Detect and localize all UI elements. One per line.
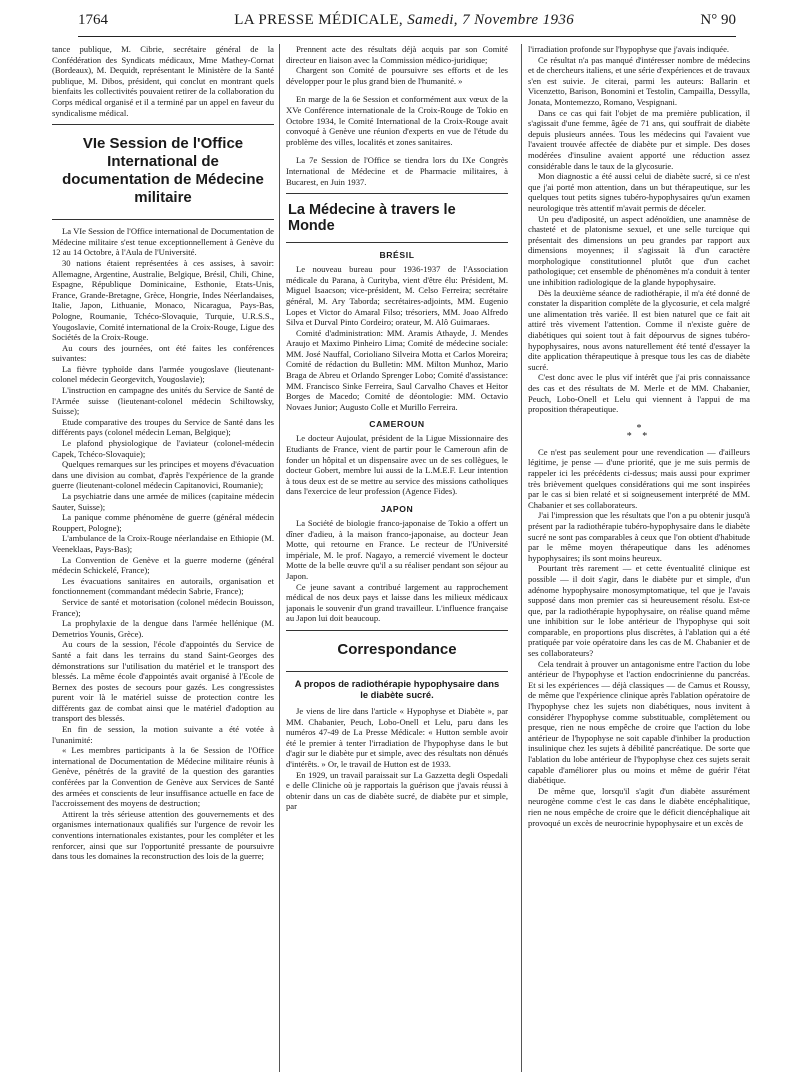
paragraph: En fin de session, la motion suivante a été votée à l'unanimité:	[52, 724, 274, 745]
paragraph: Le docteur Aujoulat, président de la Ligue Missionnaire des Etudiants de France, vient de partir pour le Cameroun afin de fonder un hôpital et un dispensaire avec un de ses collègues, le docteur Gobert, membre lui aussi de la L.M.E.F. Leur intention à tous deux est de se mettre au service des missions catholiques dans l'exercice de leur profession (Agence Fides).	[286, 433, 508, 497]
subheading-japon: JAPON	[380, 504, 414, 514]
column-divider	[279, 44, 280, 1072]
paragraph: En 1929, un travail paraissait sur La Gazzetta degli Ospedali e delle Cliniche où je rapportais la guérison que j'avais réussi à obtenir dans un cas de diabète sucré, de diabète pur et simple, par	[286, 769, 508, 812]
asterisk-bottom: * *	[626, 430, 652, 442]
list-item: L'instruction en campagne des unités du Service de Santé de l'Armée suisse (lieutenant-colonel médecin Schiltowsky, Suisse);	[52, 385, 274, 417]
paragraph: Chargent son Comité de poursuivre ses efforts et de les développer pour le plus grand bien de l'humanité. »	[286, 65, 508, 86]
paragraph: tance publique, M. Cibrie, secrétaire général de la Confédération des Syndicats médicaux, Mme Mathey-Cornat (Bordeaux), M. Dequidt, représentant le Ministère de la Santé publique, M. Dibos, président, qui conclut en montrant quels bienfaits les collectivités pouvaient retirer de la collaboration du Corps médical organisé et il a terminé par un appel en faveur du syndicalisme médical.	[52, 44, 274, 118]
column-1	[52, 44, 274, 1076]
section-rule	[286, 671, 508, 672]
paragraph: Prennent acte des résultats déjà acquis par son Comité directeur en liaison avec la Commission médico-juridique;	[286, 44, 508, 65]
section-rule	[286, 242, 508, 243]
list-item: La psychiatrie dans une armée de milices (capitaine médecin Sauter, Suisse);	[52, 491, 274, 512]
paragraph: Au cours de la session, l'école d'appointés du Service de Santé a fait dans les terrains du stand Saint-Georges des démonstrations sur l'utilisation du matériel et le transport des blessés. La même école d'appointés avait organisé à l'Ecole de Bernex des postes de secours pour gazés. Les congressistes purent voir là le matériel suisse de protection contre les différents gaz de combat ainsi que le matériel d'adoption au transport des blessés.	[52, 639, 274, 724]
list-item: La panique comme phénomène de guerre (général médecin Rouppert, Pologne);	[52, 512, 274, 533]
list-item: La Convention de Genève et la guerre moderne (général médecin Schickelé, France);	[52, 554, 274, 576]
section-title: Correspondance	[337, 640, 457, 658]
list-item: Le plafond physiologique de l'aviateur (colonel-médecin Capek, Tchéco-Slovaquie);	[52, 438, 274, 459]
paragraph: Au cours des journées, ont été faites les conférences suivantes:	[52, 342, 274, 364]
section-title: VIe Session de l'Office International de documentation de Médecine militaire	[62, 135, 264, 207]
paragraph: Un peu d'adiposité, un aspect adénoïdien, une anamnèse de chasteté et de platonisme sexuel, et une selle turcique qui présentait des dimensions un peu grandes par rapport aux dimensions moyennes; il s'agissait là d'un caractère morphologique constitutionnel plutôt que d'un cachet pathologique; cet ensemble de phénomènes m'a conduit à tenter une inhibition radiologique de la glande hypophysaire.	[528, 213, 750, 288]
paragraph: Je viens de lire dans l'article « Hypophyse et Diabète », par MM. Chabanier, Peuch, Lobo-Onell et Lelu, paru dans les numéros 47-49 de La Presse Médicale: « Hutton semble avoir été le premier à tenter l'irradiation de l'hypophyse dans le but d'agir sur le diabète pur et simple, avec des résultats non dénués d'intérêts. » Or, le travail de Hutton est de 1933.	[286, 705, 508, 769]
paragraph: Dans ce cas qui fait l'objet de ma première publication, il s'agissait d'une femme, âgée de 71 ans, qui souffrait de diabète depuis plusieurs années. Tous les médecins qui l'avaient vue l'avaient trouvée affectée de diabète pur et simple. Des doses modérées d'insuline avaient apporté une réduction assez considérable dans le taux de la glycosurie.	[528, 107, 750, 171]
page-header	[78, 12, 736, 38]
article-title: A propos de radiothérapie hypophysaire dans le diabète sucré.	[294, 677, 500, 700]
paragraph: Dès la deuxième séance de radiothérapie, il m'a été donné de constater la disparition complète de la glycosurie, et cela malgré une alimentation très variée. Il est bien naturel que ce fait ait attiré très vivement l'attention. Comme il n'existe guère de diabétiques qui soient tout à fait dépourvus de signes tubéro-hypophysaires, nous avons naturellement été tenté d'essayer la dite application thérapeutique à presque tous les cas de diabète sucré.	[528, 287, 750, 372]
subheading-cameroun: CAMEROUN	[369, 419, 425, 430]
asterisk-top: *	[636, 422, 642, 434]
paragraph: Pourtant très rarement — et cette éventualité clinique est possible — il doit s'agir, dans le diabète pur et simple, d'un adénome hypophysaire monosymptomatique, tel que je l'avais supposé dans mon premier cas si heureusement résolu. Est-ce que, par la radiothérapie hypophysaire, on réalise quand même une inhibition sur le lobe antérieur de l'hypophyse qui soit comparable, en proportions plus discrètes, à l'ablation qui a été pratiquée par voie opératoire dans les cas de M. Chabanier et de ses collaborateurs?	[528, 563, 750, 659]
paragraph: C'est donc avec le plus vif intérêt que j'ai pris connaissance des cas et des résultats de M. Merle et de MM. Chabanier, Peuch, Lobo-Onell et Lelu qui viennent à l'appui de ma proposition thérapeutique.	[528, 372, 750, 415]
paragraph: La 7e Session de l'Office se tiendra lors du IXe Congrès International de Médecine et de Pharmacie militaires, à Bucarest, en Juin 1937.	[286, 155, 508, 187]
section-separator	[528, 422, 750, 442]
paragraph: La Société de biologie franco-japonaise de Tokio a offert un dîner d'adieu, à la maison franco-japonaise, au docteur Jean Motte, qui retourne en France. Le recteur de l'Université impériale, M. le prof. Nagayo, a remercié vivement le docteur Motte de la belle œuvre qu'il a su réaliser pendant son séjour au Japon.	[286, 518, 508, 581]
column-3	[528, 44, 750, 1076]
list-item: L'ambulance de la Croix-Rouge néerlandaise en Ethiopie (M. Veeneklaas, Pays-Bas);	[52, 533, 274, 554]
section-rule	[52, 124, 274, 125]
paragraph: Mon diagnostic a été aussi celui de diabète sucré, si ce n'est que j'ai porté mon attention, dans un but thérapeutique, sur les quelques tout petits signes tubéro-hypophysaires qu'un examen neurologique très attentif m'avait permis de déceler.	[528, 171, 750, 213]
page-number: 1764	[78, 12, 108, 28]
column-divider	[521, 44, 522, 1072]
list-item: Les évacuations sanitaires en autorails, organisation et fonctionnement (commandant médecin Sabrie, France);	[52, 575, 274, 597]
issue-number: N° 90	[700, 12, 736, 28]
paragraph: Le nouveau bureau pour 1936-1937 de l'Association médicale du Parana, à Curityba, vient d'être élu: Président, M. Miguel Isaacson; vice-président, M. Celso Ferreira; secrétaire général, M. Ary Taborda; secrétaires-adjoints, MM. Eugenio Lopes et Victor do Amaral Filso; trésoriers, MM. Joao Alfredo Silva et Durval Pinto Cordeiro; orateur, M. Alô Guimaraes.	[286, 264, 508, 328]
list-item: Etude comparative des troupes du Service de Santé dans les différents pays (colonel médecin Leman, Belgique);	[52, 416, 274, 438]
list-item: Service de santé et motorisation (colonel médecin Bouisson, France);	[52, 596, 274, 618]
paragraph: « Les membres participants à la 6e Session de l'Office international de Documentation de Médecine militaire réunis à Genève, pénétrés de la gravité de la question des garanties conférées par la Convention de Genève aux Services de Santé des armées et conscients de leur insuffisance actuelle en face de l'accroissement des moyens de destruction;	[52, 745, 274, 809]
paragraph: De même que, lorsqu'il s'agit d'un diabète assurément neurogène comme c'est le cas dans le diabète encéphalitique, rien ne nous empêche de croire que le déficit diencéphalique ait provoqué un excès de neurocrinie hypophysaire et un excès de	[528, 785, 750, 828]
header-rule	[78, 36, 736, 37]
paragraph: Attirent la très sérieuse attention des gouvernements et des organismes internationaux qualifiés sur l'urgence de revoir les conventions internationales existantes, pour les compléter et les renforcer, ainsi que sur l'opportunité pressante de poursuivre dans tous les domaines la reconstruction des lois de la guerre;	[52, 808, 274, 862]
issue-date: Samedi, 7 Novembre 1936	[407, 12, 575, 28]
list-item: La prophylaxie de la dengue dans l'armée hellénique (M. Demetrios Younis, Grèce).	[52, 618, 274, 639]
paragraph: Comité d'administration: MM. Aramis Athayde, J. Mendes Araujo et Maximo Pinheiro Lima; Comité de médecine sociale: MM. José Nauffal, Corioliano Silveira Motta et Carlos Moreira; Comité de rédaction du Bulletin: MM. Milton Munhoz, Mario Braga de Abreu et Orlando Sprenger Lobo; Comité d'assistance: MM. Francisco Sinke Ferreira, Saul Carvalho Chaves et Heitor Borges de Macedo; Comité de déontologie: MM. Octavio Novaes Junior; Augusto Colle et Murillo Ferreira.	[286, 327, 508, 412]
list-item: Quelques remarques sur les principes et moyens d'évacuation dans une division au combat, d'après l'expérience de la grande guerre (lieutenant-colonel médecin Capitanovici, Roumanie);	[52, 459, 274, 491]
paragraph: l'irradiation profonde sur l'hypophyse que j'avais indiquée.	[528, 44, 730, 54]
journal-name: LA PRESSE MÉDICALE,	[234, 12, 404, 28]
paragraph: J'ai l'impression que les résultats que l'on a pu obtenir jusqu'à présent par la radiothérapie tubéro-hypophysaire dans le diabète sucré ne sont pas comparables à ceux que l'on obtient d'habitude par le même moyen thérapeutique dans les adénomes hypophysaires; ils sont moins heureux.	[528, 510, 750, 563]
paragraph: La VIe Session de l'Office international de Documentation de Médecine militaire s'est tenue exceptionnellement à Genève du 12 au 14 Octobre, à l'Aula de l'Université.	[52, 226, 274, 258]
list-item: La fièvre typhoïde dans l'armée yougoslave (lieutenant-colonel médecin Georgevitch, Yougoslavie);	[52, 363, 274, 385]
section-rule	[52, 219, 274, 220]
paragraph: Ce n'est pas seulement pour une revendication — d'ailleurs légitime, je pense — d'une priorité, que je me suis permis de rappeler ici les précédents ci-dessus; mais aussi pour exprimer très brièvement quelques considérations qui me sont inspirées par le cas si bien relaté et si soigneusement interprété de MM. Chabanier et ses collaborateurs.	[528, 446, 750, 510]
section-rule	[286, 193, 508, 194]
paragraph: Ce résultat n'a pas manqué d'intéresser nombre de médecins et de chercheurs italiens, et une série d'expériences et de travaux s'en est suivie. Je citerai, parmi les auteurs: Ballarin et Vicenzetto, Barison, Bonomini et Testolin, Campailla, Dessylla, Jonata, Montemezzo, Romano, Vespignani.	[528, 54, 750, 107]
journal-title	[234, 12, 574, 29]
paragraph: Cela tendrait à prouver un antagonisme entre l'action du lobe antérieur de l'hypophyse et l'action endocrinienne du pancréas. Et si les expériences — déjà classiques — de Camus et Roussy, de même que l'expérience clinique après l'ablation opératoire de l'hypophyse chez les sujets non diabétiques, nous invitent à considérer l'hypophyse comme substituable, complètement ou presque, rien ne nous empêche de croire que l'action du lobe antérieur de l'hypophyse ne soit capable d'inhiber la production insulinique chez les sujets à débilité pancréatique. De sorte que l'ablation du lobe antérieur de l'hypophyse chez ces sujets serait capable d'améliorer plus ou moins et même de guérir l'état diabétique.	[528, 658, 750, 786]
paragraph: Ce jeune savant a contribué largement au rapprochement médical de nos deux pays et laisse dans les milieux médicaux japonais le souvenir d'un grand travailleur. L'influence française au Japon lui doit beaucoup.	[286, 581, 508, 624]
section-rule	[286, 630, 508, 631]
column-2	[286, 44, 508, 1076]
section-title: La Médecine à travers le Monde	[288, 202, 456, 235]
subheading-bresil: BRÉSIL	[379, 250, 415, 261]
paragraph: En marge de la 6e Session et conformément aux vœux de la XVe Conférence internationale de la Croix-Rouge de Tokio en Octobre 1934, le Comité International de la Croix-Rouge avait convoqué à Genève une réunion d'experts en vue de l'étude du problème des villes, localités et zones sanitaires.	[286, 94, 508, 147]
paragraph: 30 nations étaient représentées à ces assises, à savoir: Allemagne, Argentine, Australie, Belgique, Brésil, Chili, Chine, Espagne, République Dominicaine, Esthonie, Etats-Unis, France, Grande-Bretagne, Grèce, Hongrie, Indes Néerlandaises, Italie, Japon, Lithuanie, Monaco, Nicaragua, Pays-Bas, Pologne, Roumanie, Tchéco-Slovaquie, Turquie, U.R.S.S., Yougoslavie, Comité international de la Croix-Rouge, Ligue des Sociétés de la Croix-Rouge.	[52, 257, 274, 343]
